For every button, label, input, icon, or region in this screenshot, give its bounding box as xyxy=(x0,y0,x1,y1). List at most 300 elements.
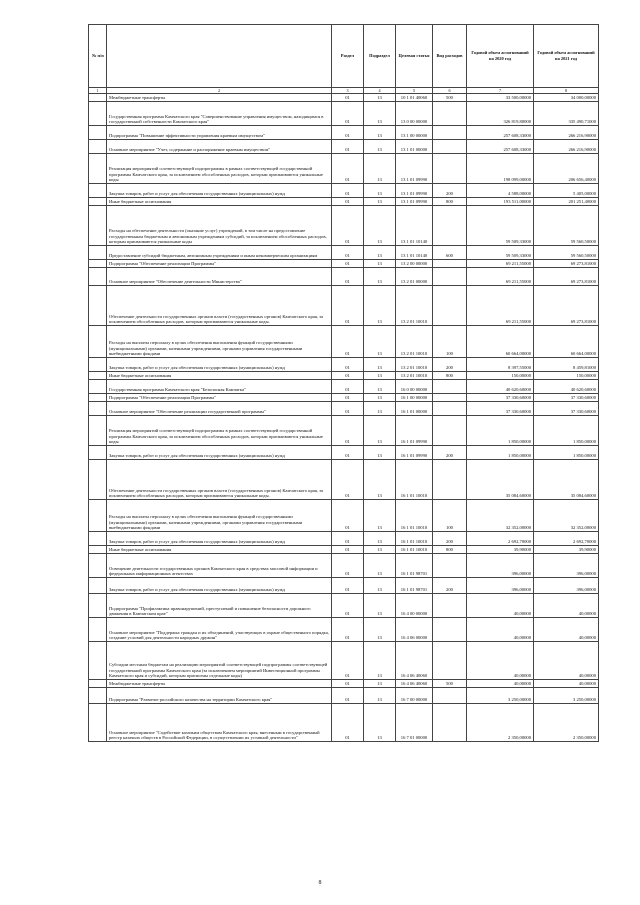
row-volume-2021-cell: 206 656,40000 xyxy=(534,154,599,184)
row-volume-2020-cell: 33 500,00000 xyxy=(467,94,534,102)
row-name-cell: Закупка товаров, работ и услуг для обеспечения государственных (муниципальных) нужд xyxy=(107,532,332,546)
row-expense-type-cell xyxy=(433,260,467,268)
row-number-cell xyxy=(89,140,107,154)
row-number-cell xyxy=(89,372,107,380)
row-number-cell xyxy=(89,154,107,184)
row-section-cell: 01 xyxy=(332,642,364,680)
row-volume-2021-cell: 266 216,90000 xyxy=(534,126,599,140)
row-expense-type-cell xyxy=(433,460,467,500)
row-subsection-cell: 13 xyxy=(364,618,396,642)
row-name-cell: Государственная программа Камчатского края "Безопасная Камчатка" xyxy=(107,380,332,394)
row-subsection-cell: 13 xyxy=(364,198,396,206)
row-subsection-cell: 13 xyxy=(364,358,396,372)
row-subsection-cell: 13 xyxy=(364,594,396,618)
row-target-cell: 16 1 01 00000 xyxy=(396,402,433,416)
table-row xyxy=(89,154,599,184)
table-row xyxy=(89,546,599,554)
row-section-cell: 01 xyxy=(332,554,364,578)
row-number-cell xyxy=(89,594,107,618)
row-number-cell xyxy=(89,268,107,286)
row-volume-2020-cell: 37 330,60000 xyxy=(467,402,534,416)
row-section-cell: 01 xyxy=(332,578,364,594)
row-volume-2021-cell: 396,00000 xyxy=(534,554,599,578)
row-target-cell: 13 2 01 10010 xyxy=(396,286,433,326)
row-subsection-cell: 13 xyxy=(364,554,396,578)
row-volume-2020-cell: 35 084,60000 xyxy=(467,460,534,500)
row-name-cell: Реализация мероприятий соответствующей подпрограммы в рамках соответствующей государственной программы Камчатского края, за исключением обособленных расходов, которым присваиваются уникальные коды xyxy=(107,416,332,446)
row-subsection-cell: 13 xyxy=(364,268,396,286)
row-volume-2021-cell: 37 330,60000 xyxy=(534,394,599,402)
row-volume-2020-cell: 32 352,00000 xyxy=(467,500,534,532)
row-volume-2020-cell: 39,90000 xyxy=(467,546,534,554)
row-volume-2020-cell: 4 588,00000 xyxy=(467,184,534,198)
row-expense-type-cell xyxy=(433,154,467,184)
row-volume-2020-cell: 396,00000 xyxy=(467,578,534,594)
row-expense-type-cell xyxy=(433,642,467,680)
row-target-cell: 13 1 01 09990 xyxy=(396,198,433,206)
header-num: № п/п xyxy=(89,25,107,88)
row-target-cell: 13 1 01 10140 xyxy=(396,206,433,246)
table-row xyxy=(89,268,599,286)
row-name-cell: Закупка товаров, работ и услуг для обеспечения государственных (муниципальных) нужд xyxy=(107,578,332,594)
column-index: 5 xyxy=(396,88,433,94)
row-expense-type-cell: 200 xyxy=(433,358,467,372)
header-section: Раздел xyxy=(332,25,364,88)
row-volume-2020-cell: 198 099,00000 xyxy=(467,154,534,184)
row-subsection-cell: 13 xyxy=(364,500,396,532)
table-row xyxy=(89,460,599,500)
row-name-cell: Расходы на выплаты персоналу в целях обеспечения выполнения функций государственными (муниципальными) органами, казенными учреждениями, органами управления государственными внебюджетными фондами xyxy=(107,500,332,532)
row-name-cell: Подпрограмма "Профилактика правонарушений, преступлений и повышение безопасности дорожного движения в Камчатском крае" xyxy=(107,594,332,618)
table-row xyxy=(89,140,599,154)
table-row xyxy=(89,642,599,680)
row-section-cell: 01 xyxy=(332,184,364,198)
row-section-cell: 01 xyxy=(332,358,364,372)
row-name-cell: Закупка товаров, работ и услуг для обеспечения государственных (муниципальных) нужд xyxy=(107,358,332,372)
row-expense-type-cell xyxy=(433,594,467,618)
row-number-cell xyxy=(89,642,107,680)
row-number-cell xyxy=(89,102,107,126)
row-section-cell: 01 xyxy=(332,446,364,460)
row-number-cell xyxy=(89,394,107,402)
row-expense-type-cell: 500 xyxy=(433,94,467,102)
row-subsection-cell: 13 xyxy=(364,416,396,446)
row-volume-2021-cell: 59 560,50000 xyxy=(534,206,599,246)
row-section-cell: 01 xyxy=(332,394,364,402)
row-number-cell xyxy=(89,554,107,578)
page-number: 8 xyxy=(318,880,322,886)
row-name-cell: Подпрограмма "Повышение эффективности управления краевым имуществом" xyxy=(107,126,332,140)
table-row xyxy=(89,688,599,704)
row-target-cell: 10 1 01 40060 xyxy=(396,94,433,102)
row-volume-2021-cell: 5 405,00000 xyxy=(534,184,599,198)
row-target-cell: 16 1 01 98701 xyxy=(396,578,433,594)
row-subsection-cell: 13 xyxy=(364,154,396,184)
row-name-cell: Основное мероприятие "Учет, содержание и распоряжение краевым имуществом" xyxy=(107,140,332,154)
row-expense-type-cell xyxy=(433,380,467,394)
row-expense-type-cell xyxy=(433,554,467,578)
row-number-cell xyxy=(89,358,107,372)
row-expense-type-cell: 800 xyxy=(433,372,467,380)
row-volume-2020-cell: 3 250,00000 xyxy=(467,688,534,704)
row-target-cell: 13 1 01 09990 xyxy=(396,154,433,184)
row-section-cell: 01 xyxy=(332,380,364,394)
row-expense-type-cell: 200 xyxy=(433,578,467,594)
row-expense-type-cell xyxy=(433,206,467,246)
row-section-cell: 01 xyxy=(332,286,364,326)
row-section-cell: 01 xyxy=(332,268,364,286)
row-expense-type-cell: 100 xyxy=(433,500,467,532)
table-row xyxy=(89,246,599,260)
row-subsection-cell: 13 xyxy=(364,246,396,260)
table-row xyxy=(89,380,599,394)
row-volume-2020-cell: 60 664,00000 xyxy=(467,326,534,358)
row-volume-2021-cell: 40 620,60000 xyxy=(534,380,599,394)
table-row xyxy=(89,680,599,688)
row-expense-type-cell xyxy=(433,102,467,126)
row-volume-2021-cell: 34 000,00000 xyxy=(534,94,599,102)
row-number-cell xyxy=(89,500,107,532)
row-volume-2021-cell: 37 330,60000 xyxy=(534,402,599,416)
header-subsection: Подраздел xyxy=(364,25,396,88)
table-row xyxy=(89,554,599,578)
row-section-cell: 01 xyxy=(332,102,364,126)
row-expense-type-cell: 800 xyxy=(433,198,467,206)
row-target-cell: 13 2 01 10010 xyxy=(396,326,433,358)
row-target-cell: 16 1 01 09990 xyxy=(396,416,433,446)
row-name-cell: Государственная программа Камчатского края "Совершенствование управления имуществом, находящимся в государственной собственности Камчатского края" xyxy=(107,102,332,126)
row-section-cell: 01 xyxy=(332,198,364,206)
row-name-cell: Расходы на выплаты персоналу в целях обеспечения выполнения функций государственными (муниципальными) органами, казенными учреждениями, органами управления государственными внебюджетными фондами xyxy=(107,326,332,358)
row-subsection-cell: 13 xyxy=(364,460,396,500)
row-expense-type-cell xyxy=(433,394,467,402)
row-volume-2021-cell: 40,00000 xyxy=(534,618,599,642)
row-name-cell: Основное мероприятие "Поддержка граждан и их объединений, участвующих в охране общественного порядка, создание условий для деятельности народных дружин" xyxy=(107,618,332,642)
row-target-cell: 16 7 01 00000 xyxy=(396,704,433,742)
row-subsection-cell: 13 xyxy=(364,680,396,688)
table-body xyxy=(89,94,599,742)
row-volume-2020-cell: 1 850,00000 xyxy=(467,446,534,460)
table-row xyxy=(89,260,599,268)
row-number-cell xyxy=(89,618,107,642)
row-target-cell: 16 1 01 10010 xyxy=(396,460,433,500)
row-number-cell xyxy=(89,94,107,102)
row-volume-2020-cell: 59 509,33000 xyxy=(467,206,534,246)
row-section-cell: 01 xyxy=(332,594,364,618)
row-volume-2021-cell: 40,00000 xyxy=(534,680,599,688)
row-expense-type-cell xyxy=(433,140,467,154)
row-volume-2021-cell: 1 850,00000 xyxy=(534,416,599,446)
row-section-cell: 01 xyxy=(332,126,364,140)
row-expense-type-cell: 800 xyxy=(433,546,467,554)
row-section-cell: 01 xyxy=(332,460,364,500)
row-volume-2021-cell: 266 216,90000 xyxy=(534,140,599,154)
row-section-cell: 01 xyxy=(332,326,364,358)
row-volume-2021-cell: 396,00000 xyxy=(534,578,599,594)
column-index: 7 xyxy=(467,88,534,94)
row-volume-2020-cell: 40 620,60000 xyxy=(467,380,534,394)
row-expense-type-cell xyxy=(433,618,467,642)
row-name-cell: Межбюджетные трансферты xyxy=(107,94,332,102)
row-target-cell: 16 4 06 40060 xyxy=(396,680,433,688)
row-name-cell: Основное мероприятие "Обеспечение деятельности Министерства" xyxy=(107,268,332,286)
row-section-cell: 01 xyxy=(332,260,364,268)
row-target-cell: 13 2 01 10010 xyxy=(396,372,433,380)
row-target-cell: 16 1 00 00000 xyxy=(396,394,433,402)
row-section-cell: 01 xyxy=(332,532,364,546)
row-number-cell xyxy=(89,326,107,358)
row-volume-2021-cell: 69 273,81000 xyxy=(534,286,599,326)
row-name-cell: Межбюджетные трансферты xyxy=(107,680,332,688)
row-subsection-cell: 13 xyxy=(364,704,396,742)
table-row xyxy=(89,126,599,140)
row-target-cell: 16 1 01 10010 xyxy=(396,532,433,546)
table-row xyxy=(89,326,599,358)
row-volume-2021-cell: 39,90000 xyxy=(534,546,599,554)
row-volume-2020-cell: 1 850,00000 xyxy=(467,416,534,446)
row-subsection-cell: 13 xyxy=(364,532,396,546)
row-target-cell: 13 1 01 09990 xyxy=(396,184,433,198)
row-volume-2020-cell: 2 350,00000 xyxy=(467,704,534,742)
row-name-cell: Расходы на обеспечение деятельности (оказание услуг) учреждений, в том числе на предоставление государственным бюджетным и автономным учреждениям субсидий, за исключением обособленных расходов, которым присваиваются уникальные коды xyxy=(107,206,332,246)
row-target-cell: 16 1 01 10010 xyxy=(396,500,433,532)
row-section-cell: 01 xyxy=(332,688,364,704)
row-number-cell xyxy=(89,246,107,260)
column-index: 2 xyxy=(107,88,332,94)
row-volume-2020-cell: 37 330,60000 xyxy=(467,394,534,402)
row-volume-2021-cell: 8 459,81000 xyxy=(534,358,599,372)
row-volume-2021-cell: 59 560,50000 xyxy=(534,246,599,260)
row-subsection-cell: 13 xyxy=(364,286,396,326)
row-expense-type-cell: 200 xyxy=(433,446,467,460)
row-volume-2020-cell: 40,00000 xyxy=(467,642,534,680)
table-row xyxy=(89,416,599,446)
row-volume-2020-cell: 257 608,33000 xyxy=(467,126,534,140)
row-name-cell: Закупка товаров, работ и услуг для обеспечения государственных (муниципальных) нужд xyxy=(107,184,332,198)
row-volume-2020-cell: 150,00000 xyxy=(467,372,534,380)
row-volume-2021-cell: 32 352,00000 xyxy=(534,500,599,532)
table-row xyxy=(89,402,599,416)
row-target-cell: 13 0 00 00000 xyxy=(396,102,433,126)
row-subsection-cell: 13 xyxy=(364,94,396,102)
row-volume-2020-cell: 396,00000 xyxy=(467,554,534,578)
row-number-cell xyxy=(89,446,107,460)
row-number-cell xyxy=(89,286,107,326)
row-section-cell: 01 xyxy=(332,618,364,642)
row-name-cell: Обеспечение деятельности государственных органов власти (государственных органов) Камчатского края, за исключением обособленных расходов, которым присваиваются уникальные коды. xyxy=(107,286,332,326)
table-row xyxy=(89,578,599,594)
row-subsection-cell: 13 xyxy=(364,688,396,704)
row-name-cell: Иные бюджетные ассигнования xyxy=(107,372,332,380)
row-volume-2021-cell: 69 273,81000 xyxy=(534,260,599,268)
row-subsection-cell: 13 xyxy=(364,102,396,126)
row-volume-2021-cell: 335 490,71000 xyxy=(534,102,599,126)
row-expense-type-cell xyxy=(433,268,467,286)
row-number-cell xyxy=(89,126,107,140)
row-subsection-cell: 13 xyxy=(364,380,396,394)
table-row xyxy=(89,206,599,246)
row-section-cell: 01 xyxy=(332,246,364,260)
row-target-cell: 16 7 00 00000 xyxy=(396,688,433,704)
row-section-cell: 01 xyxy=(332,206,364,246)
row-name-cell: Иные бюджетные ассигнования xyxy=(107,546,332,554)
row-subsection-cell: 13 xyxy=(364,546,396,554)
row-volume-2020-cell: 193 511,00000 xyxy=(467,198,534,206)
row-volume-2020-cell: 257 608,33000 xyxy=(467,140,534,154)
row-volume-2020-cell: 40,00000 xyxy=(467,680,534,688)
row-name-cell: Освещение деятельности государственных органов Камчатского края в средствах массовой информации и федеральных информационных агентствах xyxy=(107,554,332,578)
row-name-cell: Подпрограмма "Развитие российского казачества на территории Камчатского края" xyxy=(107,688,332,704)
table-row xyxy=(89,704,599,742)
row-target-cell: 16 1 01 10010 xyxy=(396,546,433,554)
row-name-cell: Основное мероприятие "Содействие казачьим обществам Камчатского края, внесенным в государственный реестр казачьих обществ в Российской Федерации, в осуществлении их уставной деятельности" xyxy=(107,704,332,742)
row-volume-2021-cell: 60 664,00000 xyxy=(534,326,599,358)
row-target-cell: 13 1 00 00000 xyxy=(396,126,433,140)
row-section-cell: 01 xyxy=(332,500,364,532)
row-name-cell: Подпрограмма "Обеспечение реализации Программы" xyxy=(107,394,332,402)
row-expense-type-cell: 600 xyxy=(433,246,467,260)
row-name-cell: Закупка товаров, работ и услуг для обеспечения государственных (муниципальных) нужд xyxy=(107,446,332,460)
row-subsection-cell: 13 xyxy=(364,140,396,154)
table-row xyxy=(89,94,599,102)
row-volume-2021-cell: 69 273,81000 xyxy=(534,268,599,286)
row-section-cell: 01 xyxy=(332,680,364,688)
row-name-cell: Иные бюджетные ассигнования xyxy=(107,198,332,206)
column-index: 6 xyxy=(433,88,467,94)
table-row xyxy=(89,532,599,546)
row-target-cell: 16 4 06 00000 xyxy=(396,618,433,642)
row-name-cell: Реализация мероприятий соответствующей подпрограммы в рамках соответствующей государственной программы Камчатского края, за исключением обособленных расходов, которым присваиваются уникальные коды xyxy=(107,154,332,184)
row-name-cell: Субсидии местным бюджетам на реализацию мероприятий соответствующей подпрограммы соответствующей государственной программы Камчатского края (за исключением мероприятий Инвестиционной программы Камчатского края и субсидий, которым присвоены отдельные коды) xyxy=(107,642,332,680)
row-expense-type-cell xyxy=(433,126,467,140)
header-volume-2020: Годовой объем ассигнований на 2020 год xyxy=(467,25,534,88)
row-volume-2020-cell: 40,00000 xyxy=(467,594,534,618)
row-number-cell xyxy=(89,688,107,704)
row-number-cell xyxy=(89,260,107,268)
table-row xyxy=(89,372,599,380)
table-row xyxy=(89,500,599,532)
row-volume-2020-cell: 326 819,80000 xyxy=(467,102,534,126)
table-row xyxy=(89,286,599,326)
row-volume-2020-cell: 40,00000 xyxy=(467,618,534,642)
row-volume-2021-cell: 1 850,00000 xyxy=(534,446,599,460)
table-row xyxy=(89,594,599,618)
row-target-cell: 13 2 01 10010 xyxy=(396,358,433,372)
budget-table xyxy=(88,24,599,742)
header-target: Целевая статья xyxy=(396,25,433,88)
table-row xyxy=(89,446,599,460)
row-target-cell: 13 2 00 00000 xyxy=(396,260,433,268)
table-row xyxy=(89,102,599,126)
row-name-cell: Предоставление субсидий бюджетным, автономным учреждениям и иным некоммерческим организациям xyxy=(107,246,332,260)
row-number-cell xyxy=(89,532,107,546)
row-section-cell: 01 xyxy=(332,704,364,742)
column-index: 3 xyxy=(332,88,364,94)
row-number-cell xyxy=(89,578,107,594)
row-number-cell xyxy=(89,402,107,416)
row-volume-2021-cell: 150,00000 xyxy=(534,372,599,380)
row-expense-type-cell xyxy=(433,688,467,704)
row-expense-type-cell xyxy=(433,286,467,326)
row-volume-2021-cell: 40,00000 xyxy=(534,642,599,680)
header-expense-type: Вид расходов xyxy=(433,25,467,88)
row-name-cell: Подпрограмма "Обеспечение реализации Программы" xyxy=(107,260,332,268)
row-subsection-cell: 13 xyxy=(364,184,396,198)
row-expense-type-cell: 500 xyxy=(433,680,467,688)
row-subsection-cell: 13 xyxy=(364,578,396,594)
row-number-cell xyxy=(89,206,107,246)
column-index: 8 xyxy=(534,88,599,94)
row-volume-2020-cell: 2 692,70000 xyxy=(467,532,534,546)
row-subsection-cell: 13 xyxy=(364,372,396,380)
row-subsection-cell: 13 xyxy=(364,126,396,140)
row-target-cell: 16 4 00 00000 xyxy=(396,594,433,618)
row-target-cell: 13 1 01 10140 xyxy=(396,246,433,260)
row-section-cell: 01 xyxy=(332,372,364,380)
row-subsection-cell: 13 xyxy=(364,642,396,680)
row-target-cell: 16 1 01 98701 xyxy=(396,554,433,578)
row-volume-2021-cell: 40,00000 xyxy=(534,594,599,618)
row-expense-type-cell: 200 xyxy=(433,532,467,546)
table-row xyxy=(89,198,599,206)
row-subsection-cell: 13 xyxy=(364,394,396,402)
row-volume-2020-cell: 8 397,55000 xyxy=(467,358,534,372)
row-target-cell: 13 2 01 00000 xyxy=(396,268,433,286)
row-expense-type-cell xyxy=(433,704,467,742)
table-row xyxy=(89,184,599,198)
column-index: 4 xyxy=(364,88,396,94)
table-row xyxy=(89,618,599,642)
row-expense-type-cell: 200 xyxy=(433,184,467,198)
table-header-row xyxy=(89,25,599,88)
row-volume-2020-cell: 69 211,55000 xyxy=(467,268,534,286)
row-number-cell xyxy=(89,460,107,500)
row-number-cell xyxy=(89,184,107,198)
row-name-cell: Основное мероприятие "Обеспечение реализации государственной программы" xyxy=(107,402,332,416)
row-number-cell xyxy=(89,546,107,554)
row-number-cell xyxy=(89,416,107,446)
header-name xyxy=(107,25,332,88)
row-section-cell: 01 xyxy=(332,154,364,184)
row-section-cell: 01 xyxy=(332,402,364,416)
row-section-cell: 01 xyxy=(332,546,364,554)
row-expense-type-cell xyxy=(433,416,467,446)
header-volume-2021: Годовой объем ассигнований на 2021 год xyxy=(534,25,599,88)
row-volume-2020-cell: 69 211,55000 xyxy=(467,286,534,326)
row-volume-2021-cell: 3 250,00000 xyxy=(534,688,599,704)
row-number-cell xyxy=(89,680,107,688)
row-volume-2020-cell: 69 211,55000 xyxy=(467,260,534,268)
row-subsection-cell: 13 xyxy=(364,260,396,268)
row-name-cell: Обеспечение деятельности государственных органов власти (государственных органов) Камчатского края, за исключением обособленных расходов, которым присваиваются уникальные коды. xyxy=(107,460,332,500)
row-volume-2020-cell: 59 509,33000 xyxy=(467,246,534,260)
row-subsection-cell: 13 xyxy=(364,402,396,416)
table-row xyxy=(89,394,599,402)
row-volume-2021-cell: 2 692,70000 xyxy=(534,532,599,546)
row-subsection-cell: 13 xyxy=(364,206,396,246)
column-index: 1 xyxy=(89,88,107,94)
table-row xyxy=(89,358,599,372)
row-volume-2021-cell: 35 084,60000 xyxy=(534,460,599,500)
row-number-cell xyxy=(89,380,107,394)
row-target-cell: 16 0 00 00000 xyxy=(396,380,433,394)
row-volume-2021-cell: 201 251,40000 xyxy=(534,198,599,206)
row-number-cell xyxy=(89,704,107,742)
row-target-cell: 16 4 06 40060 xyxy=(396,642,433,680)
row-expense-type-cell xyxy=(433,402,467,416)
row-section-cell: 01 xyxy=(332,94,364,102)
row-target-cell: 16 1 01 09990 xyxy=(396,446,433,460)
